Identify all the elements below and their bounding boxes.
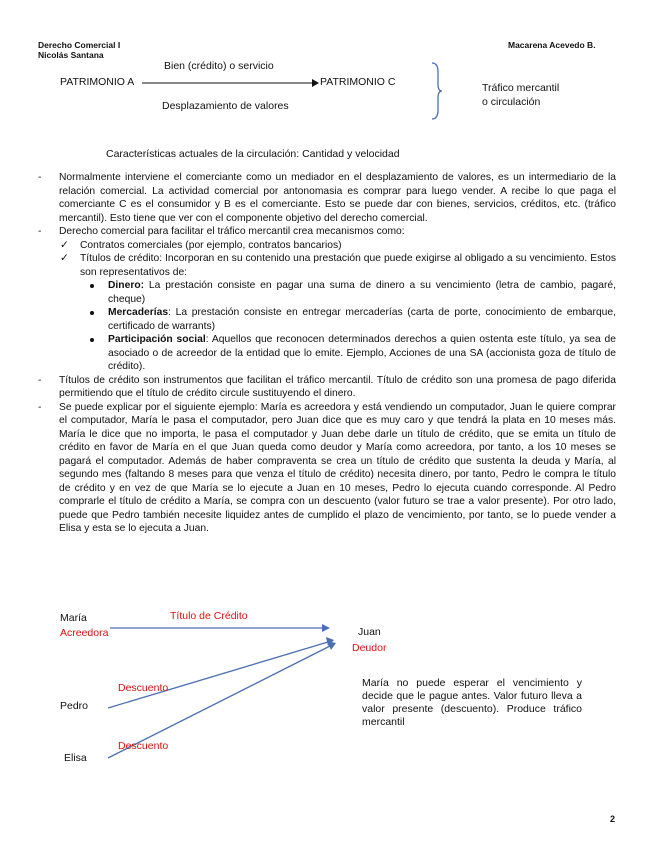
diagram1-below-label: Desplazamiento de valores	[162, 100, 289, 112]
traffic-label-1: Tráfico mercantil	[482, 82, 560, 94]
course-title: Derecho Comercial I	[38, 40, 121, 50]
bullet-text: Normalmente interviene el comerciante como un mediador en el desplazamiento de valores, es un intermediario de la relación comercial. La actividad comercial por antonomasia es comprar para luego vender. A recibe lo que paga el comerciante C es el consumidor y B es el comerciante. Esto se puede dar con bienes, servicios, créditos, etc. (tráfico mercantil). Esto tiene que ver con el componente objetivo del derecho comercial.	[59, 172, 616, 224]
bullet-text: : Aquellos que reconocen determinados derechos a quien ostenta este título, ya sea de asociado o de acreedor de la entidad que lo emite. Ejemplo, Acciones de una SA (accionista goza de título de crédito).	[108, 334, 616, 372]
list-item	[38, 225, 616, 239]
bullet-text: Títulos de crédito: Incorporan en su contenido una prestación que puede exigirse al obligado a su vencimiento. Estos son representativos de:	[80, 253, 616, 278]
deudor-label: Deudor	[352, 642, 387, 654]
bullet-label: Dinero:	[108, 280, 145, 291]
bullet-text: Títulos de crédito son instrumentos que facilitan el tráfico mercantil. Título de crédito son una promesa de pago diferida permitiendo que el título de crédito circule sustituyendo el dinero.	[59, 374, 616, 399]
descuento-label-2: Descuento	[118, 740, 169, 752]
professor-name: Nicolás Santana	[38, 50, 104, 60]
dot-bullet	[90, 338, 94, 342]
list-item	[38, 401, 616, 536]
bullet-label: Participación social	[108, 334, 206, 345]
acreedora-label: Acreedora	[60, 627, 109, 639]
pedro-to-juan-arrow	[108, 642, 328, 708]
patrimonio-arrow	[140, 76, 320, 90]
titulo-credito-label: Título de Crédito	[170, 610, 248, 622]
dot-bullet	[90, 311, 94, 315]
bullet-text: : La prestación consiste en entregar mercaderías (carta de porte, conocimiento de embarque, certificado de warrants)	[108, 307, 616, 332]
patrimonio-a: PATRIMONIO A	[60, 76, 135, 88]
student-name: Macarena Acevedo B.	[508, 40, 596, 50]
juan-label: Juan	[358, 626, 381, 638]
list-item	[38, 239, 616, 253]
pedro-label: Pedro	[60, 700, 89, 712]
patrimonio-c: PATRIMONIO C	[320, 76, 396, 88]
dot-bullet	[90, 284, 94, 288]
list-item	[38, 279, 616, 306]
bullet-text: Se puede explicar por el siguiente ejemplo: María es acreedora y está vendiendo un computador, Juan le quiere comprar el computador, María le pasa el computador, pero Juan dice que es muy caro y que tendrá la plata en 10 meses más. María le dice que no importa, le pasa el computador y Juan debe darle un título de crédito, que se emita un título de crédito en favor de María en el que Juan queda como deudor y María como acreedora, por tanto, a los 10 meses se pagará el computador. Además de haber compraventa se crea un título de crédito que sustenta la deuda y María, al segundo mes (faltando 8 meses para que venza el título de crédito) necesita dinero, por tanto, Pedro le compra le título de crédito y en vez de que María se lo ejecute a Juan en 10 meses, Pedro lo ejecuta cuando corresponde. Al Pedro comprarle el título de crédito a María, se compra con un descuento (valor futuro se trae a valor presente). Por otro lado, puede que Pedro también necesite liquidez antes de cumplido el plazo de vencimiento, por tanto, se lo puede vender a Elisa y esta se lo ejecuta a Juan.	[59, 401, 616, 534]
dash-bullet: -	[38, 172, 42, 183]
traffic-label-2: o circulación	[482, 96, 541, 108]
bullet-text: Derecho comercial para facilitar el tráfico mercantil crea mecanismos como:	[59, 226, 405, 237]
check-icon: ✓	[60, 239, 69, 251]
maria-label: María	[60, 612, 87, 624]
section-subtitle: Características actuales de la circulación: Cantidad y velocidad	[106, 148, 400, 160]
diagram2-note: María no puede esperar el vencimiento y decide que le pague antes. Valor futuro lleva a valor presente (descuento). Produce tráfico mercantil	[362, 677, 582, 728]
elisa-label: Elisa	[64, 752, 87, 764]
list-item	[38, 374, 616, 401]
dash-bullet: -	[38, 374, 42, 386]
bullet-text: La prestación consiste en pagar una suma de dinero a su vencimiento (letra de cambio, pagaré, cheque)	[108, 280, 616, 305]
body-text	[38, 171, 616, 536]
page-number: 2	[610, 814, 616, 824]
bullet-label: Mercaderías	[108, 307, 169, 318]
list-item	[38, 252, 616, 279]
dash-bullet: -	[38, 401, 42, 413]
dash-bullet: -	[38, 226, 42, 237]
descuento-label-1: Descuento	[118, 682, 169, 694]
bullet-text: Contratos comerciales (por ejemplo, contratos bancarios)	[80, 239, 342, 251]
list-item	[38, 306, 616, 333]
list-item	[38, 333, 616, 374]
diagram1-above-label: Bien (crédito) o servicio	[164, 60, 274, 72]
list-item	[38, 171, 616, 225]
traffic-bracket	[430, 62, 444, 120]
check-icon: ✓	[60, 253, 69, 264]
